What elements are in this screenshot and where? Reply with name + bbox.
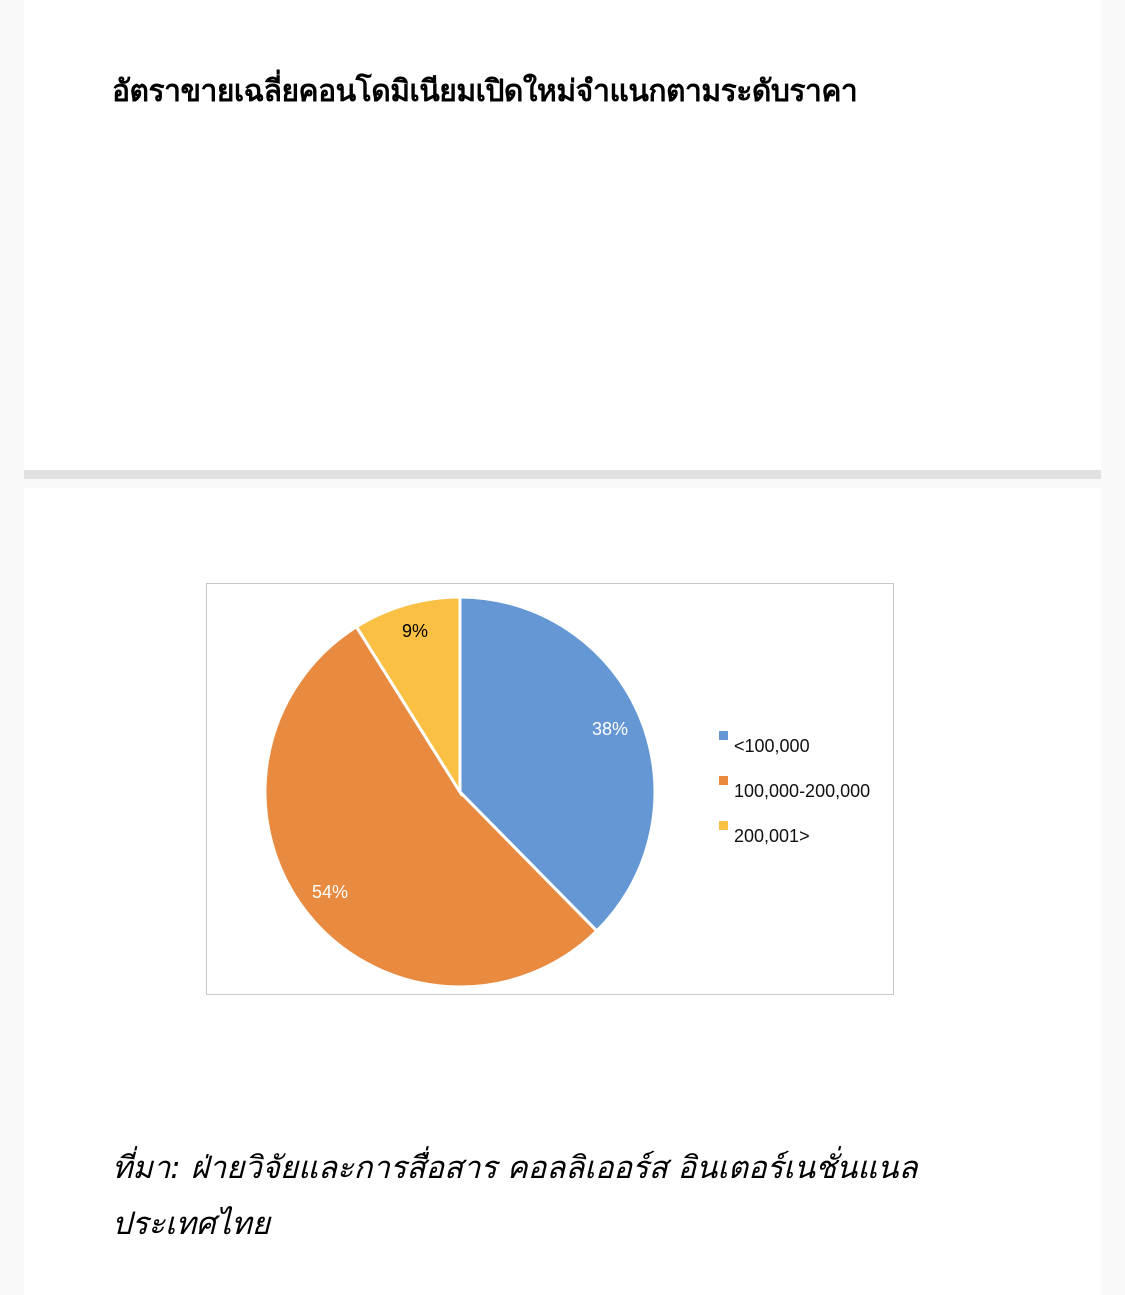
legend-swatch-icon: [719, 821, 728, 830]
source-caption: [112, 1140, 1012, 1252]
pie-chart: 38% 54% 9% <100,000 100,000-200,000 200,001>: [206, 583, 894, 995]
legend-swatch-icon: [719, 776, 728, 785]
source-line-2: ประเทศไทย: [112, 1206, 270, 1242]
chart-title: อัตราขายเฉลี่ยคอนโดมิเนียมเปิดใหม่จำแนกตามระดับราคา: [112, 74, 858, 109]
slice-label-100k-200k: 54%: [312, 882, 349, 902]
legend-swatch-icon: [719, 731, 728, 740]
source-line-1: ที่มา: ฝ่ายวิจัยและการสื่อสาร คอลลิเออร์ส อินเตอร์เนชั่นแนล: [112, 1150, 918, 1186]
section-divider: [24, 470, 1101, 479]
slice-label-gt-200k: 9%: [402, 621, 429, 641]
slice-label-lt-100k: 38%: [592, 719, 629, 739]
